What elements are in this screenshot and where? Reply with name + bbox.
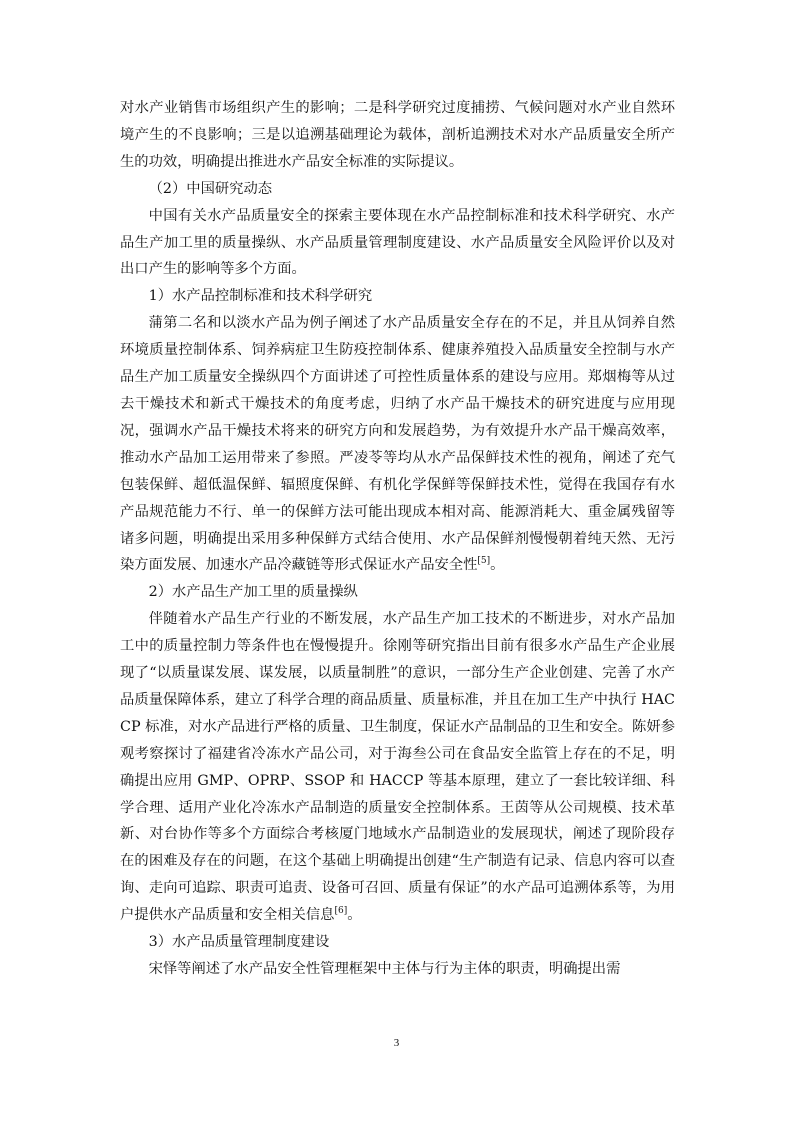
paragraph-3 <box>120 310 675 579</box>
document-body <box>120 95 675 983</box>
paragraph-3-text: 蒲第二名和以淡水产品为例子阐述了水产品质量安全存在的不足，并且从饲养自然环境质量控制体系、饲养病症卫生防疫控制体系、健康养殖投入品质量安全控制与水产品生产加工质量安全操纵四个方面讲述了可控性质量体系的建设与应用。郑烟梅等从过去干燥技术和新式干燥技术的角度考虑，归纳了水产品干燥技术的研究进度与应用现况，强调水产品干燥技术将来的研究方向和发展趋势，为有效提升水产品干燥高效率，推动水产品加工运用带来了参照。严凌苓等均从水产品保鲜技术性的视角，阐述了充气包装保鲜、超低温保鲜、辐照度保鲜、有机化学保鲜等保鲜技术性，觉得在我国存有水产品规范能力不行、单一的保鲜方法可能出现成本相对高、能源消耗大、重金属残留等诸多问题，明确提出采用多种保鲜方式结合使用、水产品保鲜剂慢慢朝着纯天然、无污染方面发展、加速水产品冷藏链等形式保证水产品安全性 <box>120 315 675 574</box>
citation-6: [6] <box>334 906 348 917</box>
subheading-management-system: 3）水产品质量管理制度建设 <box>148 934 330 951</box>
paragraph-4-text: 伴随着水产品生产行业的不断发展，水产品生产加工技术的不断进步，对水产品加工中的质量控制力等条件也在慢慢提升。徐刚等研究指出目前有很多水产品生产企业展现了“以质量谋发展、谋发展，以质量制胜”的意识，一部分生产企业创建、完善了水产品质量保障体系，建立了科学合理的商品质量、质量标准，并且在加工生产中执行 HACCP 标准，对水产品进行严格的质量、卫生制度，保证水产品制品的卫生和安全。陈妍参观考察探讨了福建省冷冻水产品公司，对于海叁公司在食品安全监管上存在的不足，明确提出应用 GMP、OPRP、SSOP 和 HACCP 等基本原理，建立了一套比较详细、科学合理、适用产业化冷冻水产品制造的质量安全控制体系。王茵等从公司规模、技术革新、对台协作等多个方面综合考核厦门地域水产品制造业的发展现状，阐述了现阶段存在的困难及存在的问题，在这个基础上明确提出创建“生产制造有记录、信息内容可以查询、走向可追踪、职责可追责、设备可召回、质量有保证”的水产品可追溯体系等，为用户提供水产品质量和安全相关信息 <box>120 611 675 924</box>
page-number: 3 <box>393 1037 400 1049</box>
subheading-control-standards: 1）水产品控制标准和技术科学研究 <box>148 288 373 305</box>
paragraph-3-end: 。 <box>490 557 505 574</box>
paragraph-4-end: 。 <box>347 907 362 924</box>
section-heading-china-research: （2）中国研究动态 <box>148 180 273 197</box>
paragraph-5: 宋怿等阐述了水产品安全性管理框架中主体与行为主体的职责，明确提出需 <box>148 961 621 977</box>
citation-5: [5] <box>477 556 491 567</box>
subheading-quality-control: 2）水产品生产加工里的质量操纵 <box>148 584 358 601</box>
paragraph-4 <box>120 606 675 929</box>
paragraph-2: 中国有关水产品质量安全的探索主要体现在水产品控制标准和技术科学研究、水产品生产加工里的质量操纵、水产品质量管理制度建设、水产品质量安全风险评价以及对出口产生的影响等多个方面。 <box>120 207 675 278</box>
paragraph-1: 对水产业销售市场组织产生的影响；二是科学研究过度捕捞、气候问题对水产业自然环境产生的不良影响；三是以追溯基础理论为载体，剖析追溯技术对水产品质量安全所产生的功效，明确提出推进水产品安全标准的实际提议。 <box>120 100 675 170</box>
